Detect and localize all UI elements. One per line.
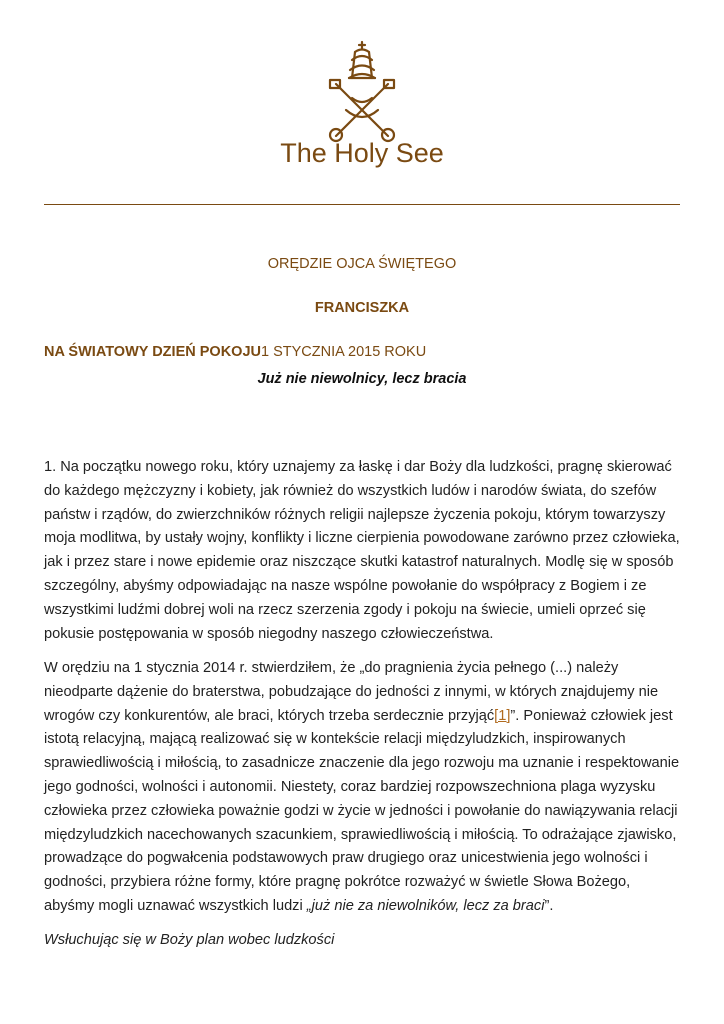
paragraph-2-text: W orędziu na 1 stycznia 2014 r. stwierdziłem, że „do pragnienia życia pełnego (...) należy nieodparte dążenie do braterstwa, pobudzające do jedności z innymi, w których znajdujemy nie wrogów czy konkurentów, ale braci, których trzeba serdecznie przyjąć	[44, 660, 659, 724]
message-occasion	[44, 344, 426, 360]
site-title[interactable]: The Holy See	[280, 138, 444, 168]
message-heading: ORĘDZIE OJCA ŚWIĘTEGO	[267, 256, 457, 272]
paragraph-2-text-continued: ”. Ponieważ człowiek jest istotą relacyjną, mającą realizować się w kontekście relacji międzyludzkich, inspirowanych sprawiedliwością i miłością, to zasadnicze znaczenie dla jego rozwoju ma uznanie i respektowanie jego godności, wolności i autonomii. Niestety, coraz bardziej rozpowszechniona plaga wyzysku człowieka przez człowieka poważnie godzi w życie w jedności i powołanie do nawiązywania relacji międzyludzkich nacechowanych szacunkiem, sprawiedliwością i miłością. To odrażające zjawisko, prowadzące do pogwałcenia podstawowych praw drugiego oraz unicestwienia jego wolności i godności, przybiera różne formy, które pragnę pokrótce rozważyć w świetle Słowa Bożego, abyśmy mogli uznawać wszystkich ludzi	[44, 707, 680, 914]
occasion-title: NA ŚWIATOWY DZIEŃ POKOJU	[44, 344, 261, 360]
paragraph-2	[44, 657, 684, 919]
section-heading: Wsłuchując się w Boży plan wobec ludzkości	[44, 932, 335, 948]
papal-coat-of-arms-icon	[322, 40, 402, 144]
header-divider	[44, 204, 680, 205]
paragraph-2-end: ”.	[544, 897, 554, 914]
paragraph-1: 1. Na początku nowego roku, który uznajemy za łaskę i dar Boży dla ludzkości, pragnę skierować do każdego mężczyzny i kobiety, jak również do wszystkich ludów i narodów świata, do szefów państw i rządów, do zwierzchników różnych religii najlepsze życzenia pokoju, którym towarzyszy moja modlitwa, by ustały wojny, konflikty i liczne cierpienia powodowane zarówno przez człowieka, jak i przez stare i nowe epidemie oraz niszczące skutki katastrof naturalnych. Modlę się w sposób szczególny, abyśmy odpowiadając na nasze wspólne powołanie do współpracy z Bogiem i ze wszystkimi ludźmi dobrej woli na rzecz szerzenia zgody i pokoju na świecie, umieli oprzeć się pokusie postępowania w sposób niegodny naszego człowieczeństwa.	[44, 459, 680, 642]
footnote-link-1[interactable]: [1]	[494, 707, 511, 724]
message-author: FRANCISZKA	[314, 300, 410, 316]
message-subtitle: Już nie niewolnicy, lecz bracia	[257, 371, 467, 387]
paragraph-2-quote: „już nie za niewolników, lecz za braci	[306, 897, 545, 914]
occasion-date: 1 STYCZNIA 2015 ROKU	[260, 344, 427, 360]
